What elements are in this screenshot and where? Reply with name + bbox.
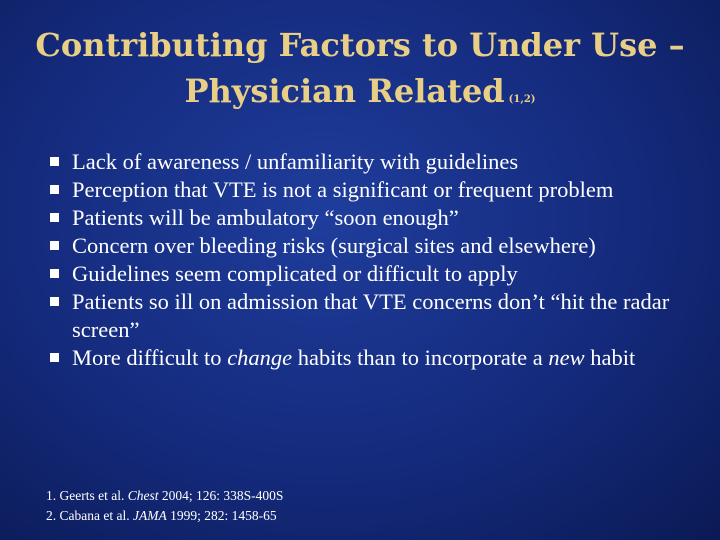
square-bullet-icon	[50, 185, 59, 194]
bullet-text-mid: habits than to incorporate a	[292, 345, 549, 370]
square-bullet-icon	[50, 213, 59, 222]
bullet-text: Lack of awareness / unfamiliarity with guidelines	[72, 149, 519, 174]
reference-item: 1. Geerts et al. Chest 2004; 126: 338S-400S	[46, 488, 284, 503]
square-bullet-icon	[50, 353, 59, 362]
title-line-2-text: Physician Related	[184, 72, 505, 110]
square-bullet-icon	[50, 241, 59, 250]
square-bullet-icon	[50, 157, 59, 166]
bullet-text: Perception that VTE is not a significant or frequent problem	[72, 177, 614, 202]
slide-title	[0, 22, 720, 123]
bullet-item	[50, 204, 700, 232]
bullet-text: Patients will be ambulatory “soon enough”	[72, 205, 459, 230]
references	[46, 486, 666, 526]
bullet-item	[50, 232, 700, 260]
bullet-text-post: habit	[584, 345, 636, 370]
bullet-text: Guidelines seem complicated or difficult to apply	[72, 261, 518, 286]
square-bullet-icon	[50, 297, 59, 306]
bullet-item	[50, 148, 700, 176]
bullet-item	[50, 288, 700, 344]
bullet-list	[50, 148, 700, 372]
journal-name: JAMA	[132, 508, 167, 523]
bullet-text: Concern over bleeding risks (surgical sites and elsewhere)	[72, 233, 596, 258]
title-line-1: Contributing Factors to Under Use –	[35, 26, 685, 64]
bullet-text-pre: More difficult to	[72, 345, 228, 370]
journal-name: Chest	[127, 488, 159, 503]
bullet-item	[50, 260, 700, 288]
bullet-text: Patients so ill on admission that VTE concerns don’t “hit the radar screen”	[72, 289, 670, 342]
bullet-item	[50, 344, 700, 372]
reference-item: 2. Cabana et al. JAMA 1999; 282: 1458-65	[46, 508, 277, 523]
bullet-text-emphasis: new	[548, 345, 585, 370]
bullet-item	[50, 176, 700, 204]
title-citation: (1,2)	[508, 94, 536, 105]
bullet-text-emphasis: change	[227, 345, 293, 370]
title-line-2	[0, 68, 720, 123]
square-bullet-icon	[50, 269, 59, 278]
